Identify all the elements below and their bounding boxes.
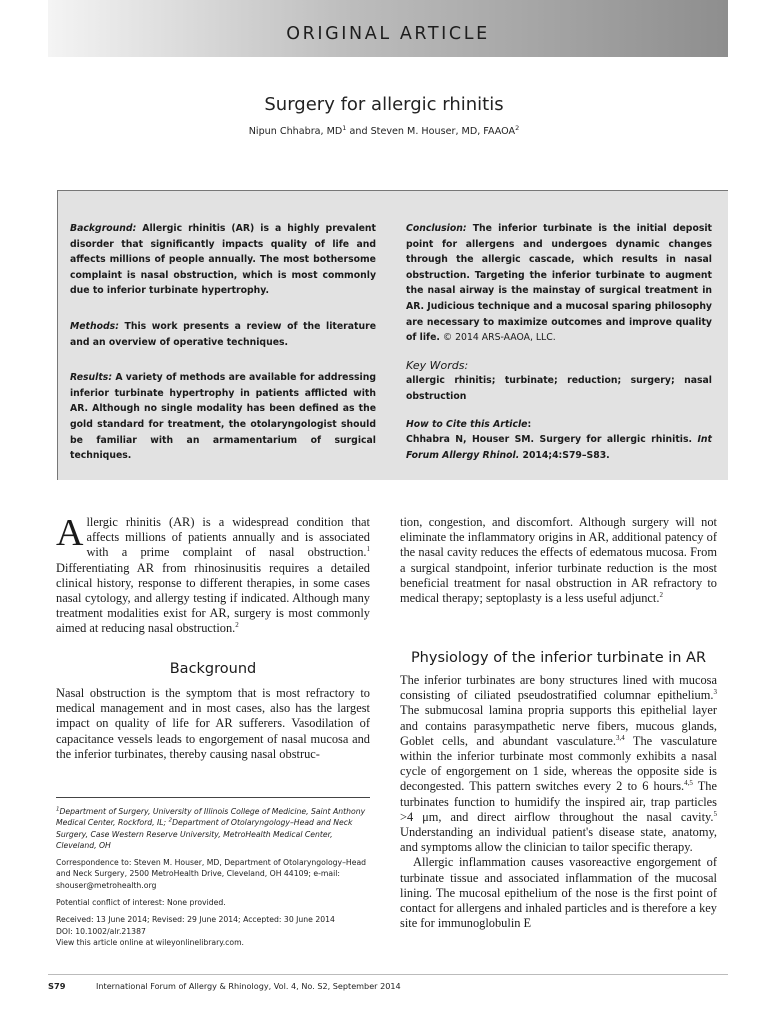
received-dates: Received: 13 June 2014; Revised: 29 June 2014; Accepted: 30 June 2014	[56, 915, 335, 925]
reference-4-5[interactable]: 4,5	[684, 779, 693, 788]
abstract-methods	[70, 319, 376, 350]
physiology-text-b: The submucosal lamina propria supports this epithelial layer and contains parasympathetic nerve fibers, mucous glands, Goblet cells, and abundant vasculature.	[400, 703, 717, 748]
abstract-results-text: A variety of methods are available for addressing inferior turbinate hypertrophy in patients afflicted with AR. Although no single modality has been defined as the gold standard for treatment, the otolaryngologist should be familiar with an armamentarium of surgical techniques.	[70, 372, 376, 462]
reference-2-repeat[interactable]: 2	[659, 590, 663, 599]
abstract-conclusion	[406, 221, 712, 346]
physiology-text-d: The turbinates function to humidify the inspired air, trap particles >4 μm, and direct airflow throughout the nasal cavity.	[400, 779, 718, 824]
affiliation-2-marker: 2	[168, 817, 173, 824]
keywords-heading: Key Words:	[406, 358, 469, 372]
copyright-notice: © 2014 ARS-AAOA, LLC.	[439, 332, 556, 344]
abstract-right-column	[406, 221, 712, 463]
physiology-text-e: Understanding an individual patient's disease state, anatomy, and symptoms allow the clinician to tailor specific therapy.	[400, 825, 717, 855]
abstract-conclusion-label: Conclusion:	[406, 223, 467, 234]
physiology-paragraph-1	[400, 673, 717, 855]
doi[interactable]: DOI: 10.1002/alr.21387	[56, 926, 146, 936]
conflict-of-interest: Potential conflict of interest: None provided.	[56, 898, 226, 908]
reference-5[interactable]: 5	[713, 809, 717, 818]
how-to-cite-label: How to Cite this Article	[406, 418, 528, 430]
intro-text-b: Differentiating AR from rhinosinusitis requires a detailed clinical history, response to different therapies, in some cases nasal cytology, and allergy testing if indicated. Although many treatment modalities exist for AR, surgery is most commonly aimed at reducing nasal obstruction.	[56, 560, 370, 636]
footnote-divider	[56, 797, 370, 798]
section-heading-background: Background	[169, 661, 257, 677]
reference-2[interactable]: 2	[235, 621, 239, 630]
author-2[interactable]: Steven M. Houser, MD, FAAOA	[370, 126, 516, 138]
article-type-banner	[48, 0, 728, 57]
affiliation-1: Department of Surgery, University of Illinois College of Medicine, Saint Anthony Medical Center, Rockford, IL;	[56, 807, 366, 828]
author-1[interactable]: Nipun Chhabra, MD	[248, 126, 343, 138]
reference-3-4[interactable]: 3,4	[615, 733, 625, 742]
author-conjunction: and	[346, 126, 371, 138]
abstract-methods-label: Methods:	[70, 320, 119, 332]
abstract-left-column	[70, 221, 376, 464]
intro-text-a: llergic rhinitis (AR) is a widespread condition that affects millions of patients annually and is associated with a prime complaint of nasal obstruction.	[86, 515, 370, 560]
intro-paragraph-left	[56, 512, 370, 637]
abstract-background-label: Background:	[70, 223, 137, 234]
citation-journal: Int Forum Allergy Rhinol.	[406, 434, 712, 461]
page-number: S79	[48, 981, 66, 991]
abstract-conclusion-text: The inferior turbinate is the initial deposit point for allergens and undergoes dynamic changes through the allergic cascade, which results in nasal obstruction. Targeting the inferior turbinate to augment the nasal airway is the mainstay of surgical treatment in AR. Judicious technique and a mucosal sparing philosophy are necessary to maximize outcomes and improve quality of life.	[406, 223, 712, 344]
abstract-background-text: Allergic rhinitis (AR) is a highly prevalent disorder that significantly impacts quality of life and affects millions of people annually. The most bothersome complaint is nasal obstruction, which is most commonly due to inferior turbinate hypertrophy.	[70, 223, 376, 297]
drop-cap: A	[56, 512, 84, 554]
how-to-cite	[406, 417, 712, 464]
article-title: Surgery for allergic rhinitis	[264, 94, 504, 115]
author-line	[0, 124, 768, 137]
physiology-text-a: The inferior turbinates are bony structures lined with mucosa consisting of ciliated pseudostratified columnar epithelium.	[400, 673, 717, 703]
online-link[interactable]: View this article online at wileyonlinelibrary.com.	[56, 937, 245, 947]
physiology-text-c: The vasculature within the inferior turbinate most commonly exhibits a nasal cycle of engorgement on 1 side, whereas the opposite side is decongested. This pattern switches every 2 to 6 hours.	[400, 733, 718, 794]
affiliation-2: Department of Otolaryngology–Head and Neck Surgery, Case Western Reserve University, MetroHealth Medical Center, Cleveland, OH	[56, 818, 353, 850]
author-1-affiliation-ref: 1	[342, 124, 347, 132]
abstract-background	[70, 221, 376, 299]
physiology-paragraph-2: Allergic inflammation causes vasoreactive engorgement of turbinate tissue and associated inflammation of the mucosal lining. The mucosal epithelium of the nose is the first point of contact for allergens and inhaled particles and is therefore a key site for immunoglobulin E	[400, 855, 717, 931]
author-2-affiliation-ref: 2	[515, 124, 520, 132]
footer-divider	[48, 974, 728, 975]
physiology-paragraphs	[400, 673, 717, 931]
reference-3[interactable]: 3	[713, 688, 717, 697]
background-text: Nasal obstruction is the symptom that is most refractory to medical management and in most cases, also has the largest impact on quality of life for AR sufferers. Vasodilation of capacitance vessels leads to engorgement of nasal mucosa and the inferior turbinates, thereby causing nasal obstruc-	[56, 686, 370, 761]
abstract-results-label: Results:	[70, 372, 113, 384]
correspondence: Correspondence to: Steven M. Houser, MD, Department of Otolaryngology–Head and Neck Surgery, 2500 MetroHealth Drive, Cleveland, OH 44109; e-mail: shouser@metrohealth.org	[56, 858, 367, 890]
journal-citation: International Forum of Allergy & Rhinology, Vol. 4, No. S2, September 2014	[96, 981, 401, 991]
abstract-methods-text: This work presents a review of the literature and an overview of operative techniques.	[70, 320, 376, 348]
section-heading-physiology: Physiology of the inferior turbinate in AR	[410, 650, 707, 666]
intro-paragraph-right	[400, 515, 717, 606]
abstract-box	[57, 190, 728, 480]
citation-volume: 2014;4:S79–S83.	[519, 449, 610, 461]
reference-1[interactable]: 1	[366, 545, 370, 554]
affiliations	[56, 806, 370, 851]
background-paragraph	[56, 686, 370, 762]
footnotes	[56, 806, 370, 948]
abstract-results	[70, 370, 376, 464]
article-type-label: ORIGINAL ARTICLE	[286, 24, 490, 44]
affiliation-1-marker: 1	[56, 806, 60, 813]
how-to-cite-colon: :	[527, 418, 532, 430]
intro-continuation-text: tion, congestion, and discomfort. Although surgery will not eliminate the inflammatory origins in AR, additional patency of the nasal cavity reduces the effects of edematous mucosa. From a surgical standpoint, inferior turbinate reduction is the most beneficial treatment for nasal obstruction in AR refractory to medical therapy; septoplasty is a less useful adjunct.	[400, 515, 717, 606]
citation-text: Chhabra N, Houser SM. Surgery for allergic rhinitis.	[406, 434, 698, 446]
keywords-list: allergic rhinitis; turbinate; reduction; surgery; nasal obstruction	[406, 375, 712, 402]
